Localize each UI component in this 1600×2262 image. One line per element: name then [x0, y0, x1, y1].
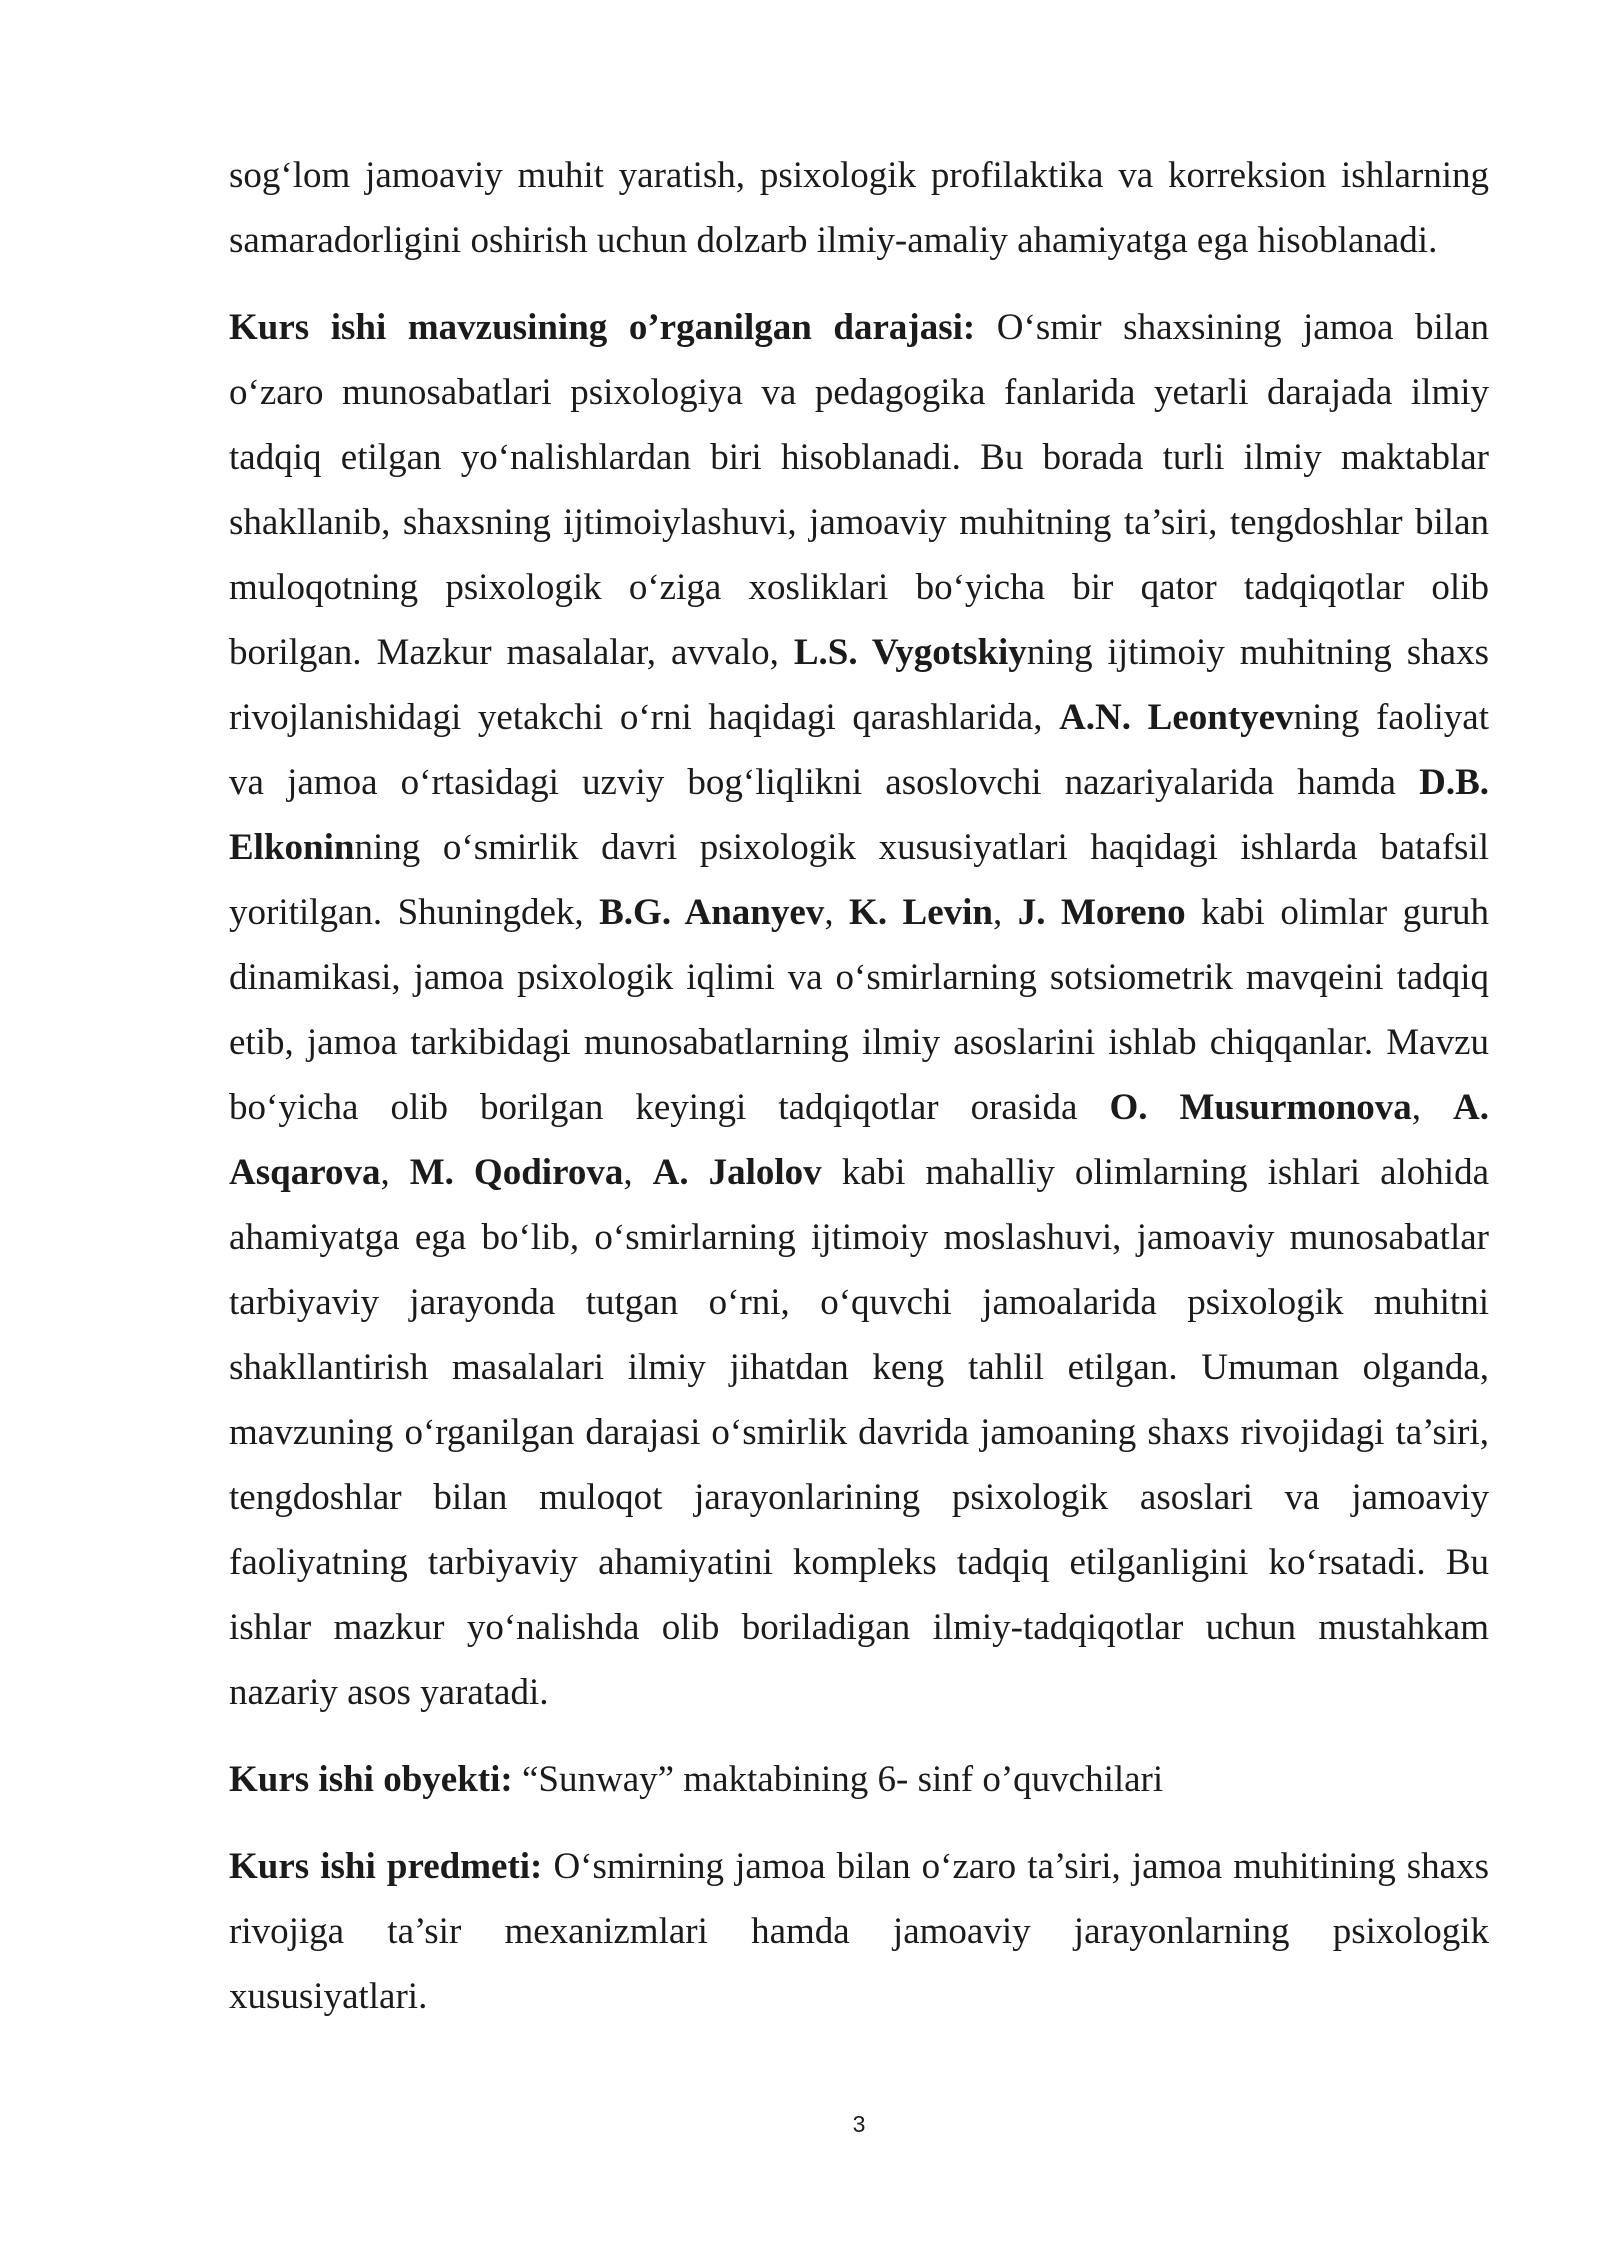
author-name: D.B.	[1419, 762, 1489, 803]
author-name: B.G. Ananyev	[599, 892, 825, 933]
text-line	[229, 1140, 1489, 1205]
text-line	[229, 750, 1489, 815]
text-run: mavzuning o‘rganilgan darajasi o‘smirlik davrida jamoaning shaxs rivojidagi ta’siri,	[229, 1412, 1489, 1453]
text-line	[229, 295, 1489, 360]
text-line	[229, 1530, 1489, 1595]
text-run: etib, jamoa tarkibidagi munosabatlarning ilmiy asoslarini ishlab chiqqanlar. Mavzu	[229, 1022, 1489, 1063]
text-line	[229, 620, 1489, 685]
text-run: tarbiyaviy jarayonda tutgan o‘rni, o‘quvchi jamoalarida psixologik muhitni	[229, 1282, 1489, 1323]
text-line	[229, 1660, 1489, 1725]
text-line	[229, 1834, 1489, 1899]
text-line	[229, 143, 1489, 208]
text-run: ,	[993, 892, 1018, 933]
section-label: Kurs ishi obyekti:	[229, 1759, 513, 1800]
text-run: ,	[380, 1152, 410, 1193]
text-line	[229, 490, 1489, 555]
author-name: A. Jalolov	[652, 1152, 822, 1193]
section-label: Kurs ishi mavzusining o’rganilgan darajasi:	[229, 307, 976, 348]
text-run: kabi mahalliy olimlarning ishlari alohida	[821, 1152, 1489, 1193]
text-line	[229, 1270, 1489, 1335]
text-run: ishlar mazkur yo‘nalishda olib boriladigan ilmiy-tadqiqotlar uchun mustahkam	[229, 1607, 1489, 1648]
text-line	[229, 1010, 1489, 1075]
text-line	[229, 945, 1489, 1010]
text-run: nazariy asos yaratadi.	[229, 1672, 549, 1713]
text-line	[229, 1465, 1489, 1530]
text-run: O‘smir shaxsining jamoa bilan	[975, 307, 1489, 348]
text-run: ning faoliyat	[1293, 697, 1489, 738]
text-run: rivojlanishidagi yetakchi o‘rni haqidagi qarashlarida,	[229, 697, 1060, 738]
text-run: ,	[824, 892, 850, 933]
text-run: o‘zaro munosabatlari psixologiya va pedagogika fanlarida yetarli darajada ilmiy	[229, 372, 1489, 413]
text-line	[229, 208, 1489, 273]
author-name: O. Musurmonova	[1109, 1087, 1412, 1128]
text-line	[229, 1747, 1489, 1812]
text-run: “Sunway” maktabining 6- sinf o’quvchilari	[512, 1759, 1164, 1800]
text-run: yoritilgan. Shuningdek,	[229, 892, 600, 933]
author-name: Asqarova	[229, 1152, 381, 1193]
text-line	[229, 555, 1489, 620]
text-run: shakllanib, shaxsning ijtimoiylashuvi, jamoaviy muhitning ta’siri, tengdoshlar bilan	[229, 502, 1489, 543]
text-line	[229, 425, 1489, 490]
author-name: M. Qodirova	[409, 1152, 624, 1193]
text-run: borilgan. Mazkur masalalar, avvalo,	[229, 632, 794, 673]
author-name: Elkonin	[229, 827, 355, 868]
text-run: sog‘lom jamoaviy muhit yaratish, psixologik profilaktika va korreksion ishlarning	[229, 155, 1489, 196]
text-line	[229, 685, 1489, 750]
author-name: A.	[1453, 1087, 1490, 1128]
text-line	[229, 1335, 1489, 1400]
text-run: rivojiga ta’sir mexanizmlari hamda jamoaviy jarayonlarning psixologik	[229, 1911, 1489, 1952]
text-run: va jamoa o‘rtasidagi uzviy bog‘liqlikni asoslovchi nazariyalarida hamda	[229, 762, 1420, 803]
text-run: xususiyatlari.	[229, 1976, 428, 2017]
page-body	[229, 143, 1489, 2051]
text-run: muloqotning psixologik o‘ziga xosliklari bo‘yicha bir qator tadqiqotlar olib	[229, 567, 1489, 608]
text-line	[229, 1400, 1489, 1465]
text-run: kabi olimlar guruh	[1185, 892, 1489, 933]
text-line	[229, 1964, 1489, 2029]
text-run: shakllantirish masalalari ilmiy jihatdan keng tahlil etilgan. Umuman olganda,	[229, 1347, 1489, 1388]
author-name: J. Moreno	[1017, 892, 1186, 933]
text-run: ,	[623, 1152, 653, 1193]
text-line	[229, 1205, 1489, 1270]
text-run: O‘smirning jamoa bilan o‘zaro ta’siri, jamoa muhitining shaxs	[542, 1846, 1489, 1887]
text-line	[229, 815, 1489, 880]
author-name: L.S. Vygotskiy	[793, 632, 1027, 673]
page-number: 3	[852, 2111, 866, 2137]
paragraph-degree-of-study	[229, 295, 1489, 1725]
text-line	[229, 880, 1489, 945]
text-run: faoliyatning tarbiyaviy ahamiyatini kompleks tadqiq etilganligini ko‘rsatadi. Bu	[229, 1542, 1489, 1583]
text-run: ning o‘smirlik davri psixologik xususiyatlari haqidagi ishlarda batafsil	[354, 827, 1489, 868]
text-line	[229, 360, 1489, 425]
text-run: bo‘yicha olib borilgan keyingi tadqiqotlar orasida	[229, 1087, 1110, 1128]
paragraph-intro	[229, 143, 1489, 273]
text-run: tengdoshlar bilan muloqot jarayonlarining psixologik asoslari va jamoaviy	[229, 1477, 1489, 1518]
text-run: tadqiq etilgan yo‘nalishlardan biri hisoblanadi. Bu borada turli ilmiy maktablar	[229, 437, 1489, 478]
author-name: A.N. Leontyev	[1059, 697, 1294, 738]
text-run: ahamiyatga ega bo‘lib, o‘smirlarning ijtimoiy moslashuvi, jamoaviy munosabatlar	[229, 1217, 1489, 1258]
text-line	[229, 1595, 1489, 1660]
text-run: dinamikasi, jamoa psixologik iqlimi va o‘smirlarning sotsiometrik mavqeini tadqiq	[229, 957, 1489, 998]
paragraph-object	[229, 1747, 1489, 1812]
text-run: ning ijtimoiy muhitning shaxs	[1026, 632, 1489, 673]
section-label: Kurs ishi predmeti:	[229, 1846, 543, 1887]
text-run: samaradorligini oshirish uchun dolzarb ilmiy-amaliy ahamiyatga ega hisoblanadi.	[229, 220, 1438, 261]
text-line	[229, 1075, 1489, 1140]
text-run: ,	[1411, 1087, 1454, 1128]
text-line	[229, 1899, 1489, 1964]
author-name: K. Levin	[849, 892, 994, 933]
paragraph-subject	[229, 1834, 1489, 2029]
